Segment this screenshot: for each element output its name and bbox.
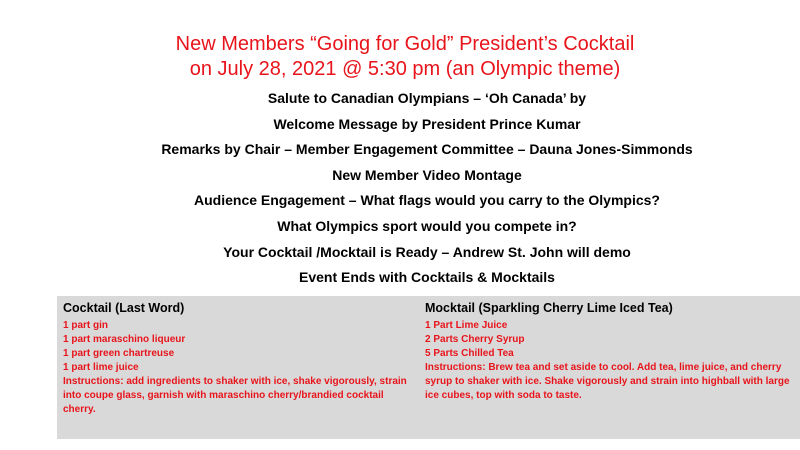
mocktail-recipe [425, 300, 795, 403]
agenda-item: Salute to Canadian Olympians – ‘Oh Canada’ by [267, 90, 587, 106]
agenda-list [0, 86, 800, 291]
agenda-item: Your Cocktail /Mocktail is Ready – Andrew St. John will demo [223, 243, 631, 260]
cocktail-instructions: Instructions: add ingredients to shaker with ice, shake vigorously, strain into coupe glass, garnish with maraschino cherry/brandied cocktail cherry. [63, 376, 407, 415]
ingredient-line: 2 Parts Cherry Syrup [425, 334, 525, 345]
agenda-item: Event Ends with Cocktails & Mocktails [299, 269, 555, 286]
agenda-item: Remarks by Chair – Member Engagement Committee – Dauna Jones-Simmonds [161, 141, 693, 158]
agenda-item: Welcome Message by President Prince Kumar [273, 115, 581, 132]
agenda-item: What Olympics sport would you compete in? [277, 217, 577, 234]
event-title: New Members “Going for Gold” President’s Cocktail [175, 33, 635, 55]
ingredient-line: 1 part maraschino liqueur [63, 334, 186, 345]
ingredient-line: 1 Part Lime Juice [425, 320, 508, 331]
agenda-item: Audience Engagement – What flags would you carry to the Olympics? [194, 192, 660, 209]
mocktail-title: Mocktail (Sparkling Cherry Lime Iced Tea) [425, 301, 673, 315]
ingredient-line: 1 part gin [63, 320, 109, 331]
agenda-item: New Member Video Montage [332, 166, 522, 183]
ingredient-line: 5 Parts Chilled Tea [425, 348, 514, 359]
ingredient-line: 1 part lime juice [63, 362, 139, 373]
recipes-panel [57, 296, 800, 439]
ingredient-line: 1 part green chartreuse [63, 348, 175, 359]
mocktail-instructions: Instructions: Brew tea and set aside to cool. Add tea, lime juice, and cherry syrup to shaker with ice. Shake vigorously and strain into highball with large ice cubes, top with soda to taste. [425, 362, 790, 401]
cocktail-title: Cocktail (Last Word) [63, 301, 185, 315]
event-date: on July 28, 2021 @ 5:30 pm (an Olympic theme) [189, 58, 621, 80]
cocktail-recipe [63, 300, 418, 417]
